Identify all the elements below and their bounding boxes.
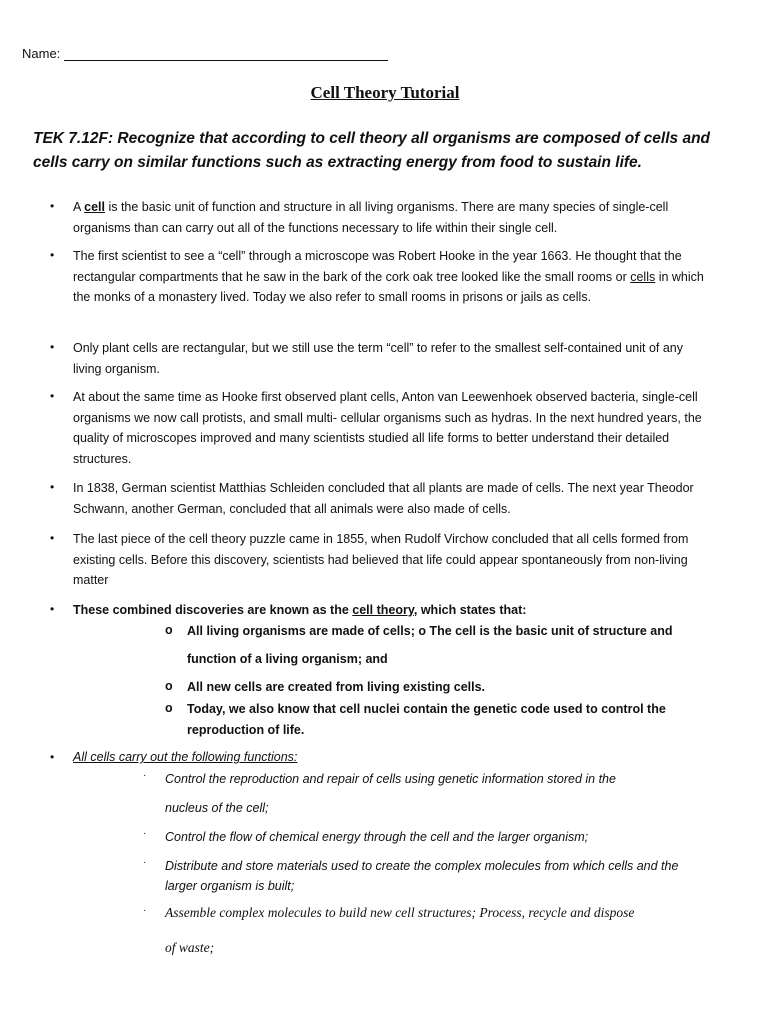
sub-marker: o [165, 701, 173, 715]
function-4b: of waste; [165, 940, 215, 955]
bullet-plant-cells: Only plant cells are rectangular, but we still use the term “cell” to refer to the smallest self-contained unit of any living organism. [73, 341, 684, 376]
function-marker: · [143, 828, 147, 839]
bullet-marker: • [50, 602, 55, 616]
bullet-virchow: The last piece of the cell theory puzzle came in 1855, when Rudolf Virchow concluded that all cells formed from existing cells. Before this discovery, scientists had believed that life could appear spontaneously from non-living matter [73, 532, 689, 587]
page-title: Cell Theory Tutorial [310, 83, 460, 102]
bullet-marker: • [50, 531, 55, 545]
bullet-robert-hooke: The first scientist to see a “cell” through a microscope was Robert Hooke in the year 1663. He thought that the rectangular compartments that he saw in the bark of the cork oak tree looked like the small rooms or cells in which the monks of a monastery lived. Today we also refer to small rooms in prisons or jails as cells. [73, 249, 704, 304]
function-marker: · [143, 857, 147, 868]
theory-point-3: Today, we also know that cell nuclei contain the genetic code used to control the reproduction of life. [187, 702, 666, 737]
bullet-cell-definition: A cell is the basic unit of function and structure in all living organisms. There are many species of single-cell organisms than can carry out all of the functions necessary to life within their single cell. [73, 200, 669, 235]
term-cells: cells [630, 269, 656, 284]
bullet-marker: • [50, 480, 55, 494]
term-cell: cell [84, 200, 105, 214]
bullet-marker: • [50, 199, 55, 213]
sub-marker: o [165, 679, 173, 693]
name-blank-line[interactable] [64, 46, 388, 61]
function-4a: Assemble complex molecules to build new cell structures; Process, recycle and dispose [165, 905, 635, 920]
theory-point-1a: All living organisms are made of cells; o The cell is the basic unit of structure and [187, 624, 673, 638]
bullet-schleiden-schwann: In 1838, German scientist Matthias Schleiden concluded that all plants are made of cells. The next year Theodor Schwann, another German, concluded that all animals were also made of cells. [73, 481, 694, 516]
function-2: Control the flow of chemical energy through the cell and the larger organism; [165, 830, 589, 844]
bullet-marker: • [50, 340, 55, 354]
theory-point-1b: function of a living organism; and [187, 652, 388, 666]
function-marker: · [143, 905, 147, 916]
bullet-marker: • [50, 389, 55, 403]
name-label: Name: [22, 46, 61, 61]
bullet-marker: • [50, 750, 55, 764]
function-3: Distribute and store materials used to create the complex molecules from which cells and the larger organism is built; [165, 859, 679, 893]
name-field-row [22, 46, 388, 61]
function-1b: nucleus of the cell; [165, 801, 269, 815]
bullet-marker: • [50, 248, 55, 262]
term-cell-theory: cell theory [352, 603, 414, 617]
bullet-cell-functions: All cells carry out the following functions: [73, 750, 298, 764]
theory-point-2: All new cells are created from living existing cells. [187, 680, 486, 694]
sub-marker: o [165, 623, 173, 637]
function-1a: Control the reproduction and repair of cells using genetic information stored in the [165, 772, 616, 786]
bullet-leewenhoek: At about the same time as Hooke first observed plant cells, Anton van Leewenhoek observed bacteria, single-cell organisms we now call protists, and small multi- cellular organisms such as hydras. In the next hundred years, the quality of microscopes improved and many scientists studied all life forms to better understand their detailed structures. [73, 390, 702, 466]
tek-standard: TEK 7.12F: Recognize that according to cell theory all organisms are composed of cells and cells carry on similar functions such as extracting energy from food to sustain life. [33, 130, 711, 171]
bullet-cell-theory: These combined discoveries are known as the cell theory, which states that: [73, 603, 527, 617]
function-marker: · [143, 770, 147, 781]
